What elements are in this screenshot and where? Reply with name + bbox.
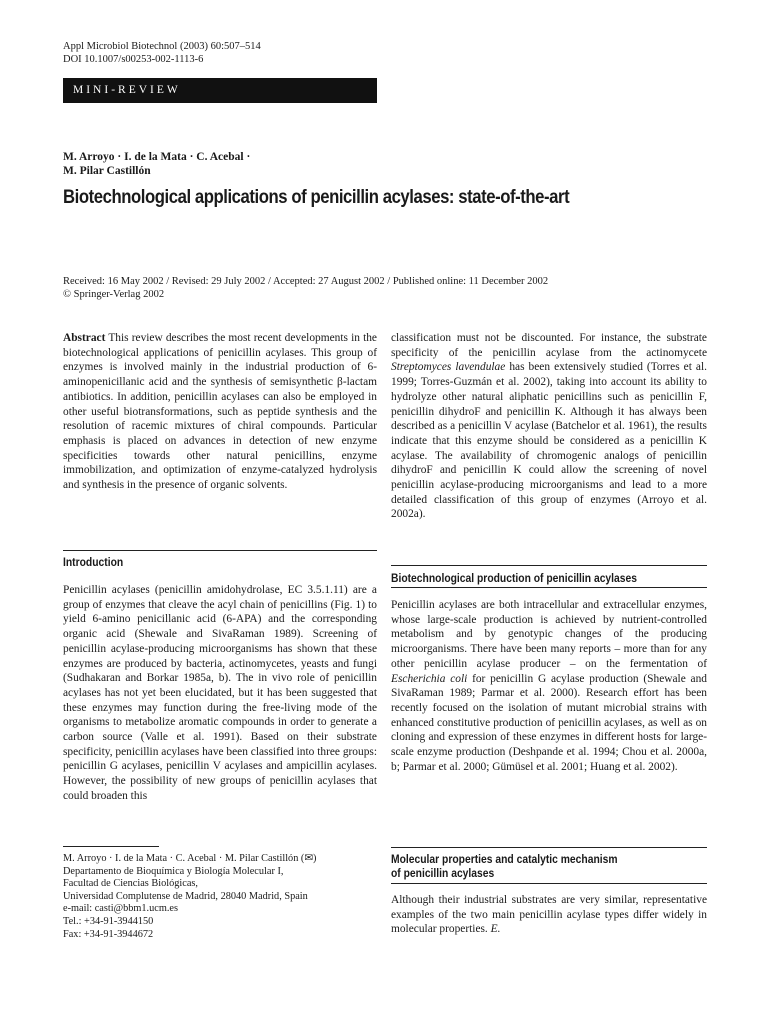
author-line-2: M. Pilar Castillón <box>63 165 151 177</box>
species-name: Streptomyces lavendulae <box>391 361 506 374</box>
footnote-email: e-mail: casti@bbm1.ucm.es <box>63 903 178 915</box>
date-history: Received: 16 May 2002 / Revised: 29 July 2002 / Accepted: 27 August 2002 / Published online: 11 December 2002 <box>63 276 549 287</box>
heading-underline <box>391 587 707 588</box>
continuation-text-b: has been extensively studied (Torres et al. 1999; Torres-Guzmán et al. 2002), taking into account its ability to hydrolyze other natural aliphatic penicillins such as penicillin F, penicillin dihydroF and penicillin K. Although it has always been described as a penicillin V acylase (Batchelor et al. 1961), the results indicate that this enzyme should be considered as a penicillin K acylase. The availability of chromogenic analogs of penicillin dihydroF and penicillin K could allow the screening of novel penicillin acylase-producing microorganisms and lead to a more detailed classification of this group of enzymes (Arroyo et al. 2002a). <box>391 361 707 521</box>
abstract-label: Abstract <box>63 332 106 344</box>
heading-underline <box>391 883 707 884</box>
footnote-faculty: Facultad de Ciencias Biológicas, <box>63 878 198 890</box>
production-body <box>391 598 707 774</box>
footnote-authors: M. Arroyo · I. de la Mata · C. Acebal · M. Pilar Castillón (✉) <box>63 853 317 864</box>
molecular-heading-line-1: Molecular properties and catalytic mechanism <box>391 852 618 866</box>
article-title: Biotechnological applications of penicillin acylases: state-of-the-art <box>63 187 570 208</box>
classification-continuation <box>391 331 707 522</box>
journal-header <box>63 40 261 66</box>
molecular-heading <box>391 852 618 880</box>
introduction-body <box>63 583 377 804</box>
introduction-text: Penicillin acylases (penicillin amidohydrolase, EC 3.5.1.11) are a group of enzymes that cleave the acyl chain of penicillins (Fig. 1) to yield 6-amino penicillanic acid (6-APA) and the corresponding organic acid (Shewale and SivaRaman 1989). Screening of penicillin acylase-producing microorganisms has shown that these enzymes are produced by bacteria, actinomycetes, yeasts and fungi (Sudhakaran and Borkar 1985a, b). The in vivo role of penicillin acylases has not yet been elucidated, but it has been suggested that these enzymes may function during the free-living mode of the organisms to metabolize aromatic compounds in order to generate a carbon source (Valle et al. 1991). Based on their substrate specificity, penicillin acylases have been classified into three groups: penicillin G acylases, penicillin V acylases and ampicillin acylases. However, the possibility of new groups of penicillin acylases that could broaden this <box>63 584 377 802</box>
author-list <box>63 150 463 178</box>
section-rule <box>63 550 377 551</box>
section-rule <box>391 565 707 566</box>
journal-citation: Appl Microbiol Biotechnol (2003) 60:507–514 <box>63 41 261 52</box>
footnote-tel: Tel.: +34-91-3944150 <box>63 915 154 927</box>
section-rule <box>391 847 707 848</box>
publication-dates <box>63 275 548 301</box>
abstract-text: This review describes the most recent developments in the biotechnological applications of penicillin acylases. This group of enzymes is involved mainly in the industrial production of 6-aminopenicillanic acid and the synthesis of semisynthetic β-lactam antibiotics. In addition, penicillin acylases can also be employed in other useful biotransformations, such as peptide synthesis and the resolution of racemic mixtures of chiral compounds. Particular emphasis is placed on advances in detection of new enzyme specificities towards other natural penicillins, enzyme immobilization, and optimization of enzyme-catalyzed hydrolysis and synthesis in the presence of organic solvents. <box>63 332 377 492</box>
species-name: E. <box>490 923 501 936</box>
abstract <box>63 331 377 493</box>
molecular-heading-line-2: of penicillin acylases <box>391 866 495 880</box>
production-text-a: Penicillin acylases are both intracellular and extracellular enzymes, whose large-scale production is achieved by nutrient-controlled metabolism and by genotypic changes of the producing microorganisms. There have been many reports – more than for any other penicillin acylase producer – on the fermentation of <box>391 599 707 670</box>
affiliation-footnote <box>63 853 377 941</box>
doi: DOI 10.1007/s00253-002-1113-6 <box>63 54 204 65</box>
footnote-rule <box>63 846 159 847</box>
introduction-heading: Introduction <box>63 555 124 569</box>
production-text-b: for penicillin G acylase production (Shewale and SivaRaman 1989; Parmar et al. 2000). Research effort has been recently focused on the isolation of mutant microbial strains with enhanced constitutive production of penicillin acylases, as well as on cloning and expression of these enzymes in different hosts for large-scale enzyme production (Deshpande et al. 1994; Chou et al. 2000a, b; Parmar et al. 2000; Gümüsel et al. 2001; Huang et al. 2002). <box>391 672 707 773</box>
author-line-1: M. Arroyo · I. de la Mata · C. Acebal · <box>63 151 251 163</box>
footnote-department: Departamento de Bioquímica y Biología Molecular I, <box>63 865 284 877</box>
continuation-text-a: classification must not be discounted. For instance, the substrate specificity of the penicillin acylase from the actinomycete <box>391 332 707 359</box>
molecular-body <box>391 893 707 937</box>
footnote-fax: Fax: +34-91-3944672 <box>63 928 154 940</box>
molecular-text: Although their industrial substrates are very similar, representative examples of the two main penicillin acylase types differ widely in molecular properties. <box>391 894 707 936</box>
production-heading: Biotechnological production of penicillin acylases <box>391 571 638 585</box>
footnote-university: Universidad Complutense de Madrid, 28040 Madrid, Spain <box>63 890 308 902</box>
species-name: Escherichia coli <box>391 672 468 685</box>
article-type-banner: MINI-REVIEW <box>63 78 377 103</box>
copyright: © Springer-Verlag 2002 <box>63 289 165 300</box>
